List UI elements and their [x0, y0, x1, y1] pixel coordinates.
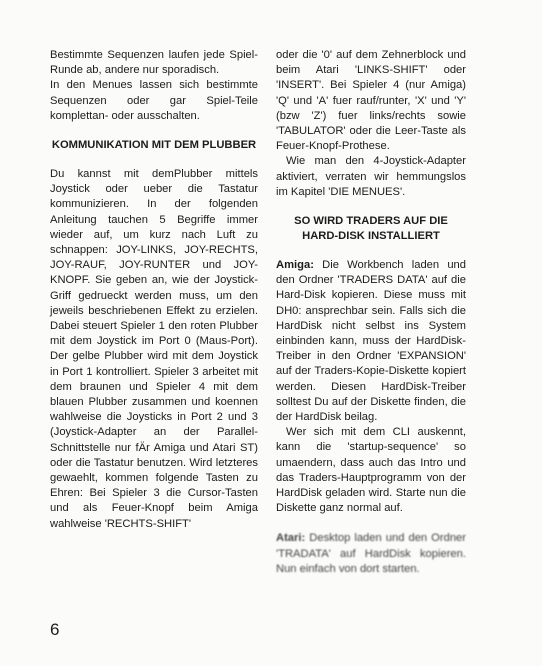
paragraph-cli: Wer sich mit dem CLI auskennt, kann die 'startup-sequence' so umaendern, dass auch das Intro und das Traders-Hauptprogramm von der HardDisk geladen wird. Starte nun die Diskette ganz normal auf.: [276, 426, 466, 515]
paragraph-gap: [276, 516, 466, 531]
heading-kommunikation: KOMMUNIKATION MIT DEM PLUBBER: [51, 139, 257, 152]
atari-text: Desktop laden und den Ordner 'TRADATA' auf HardDisk kopieren. Nun einfach von dort starten.: [276, 532, 466, 575]
heading-harddisk: SO WIRD TRADERS AUF DIE HARD-DISK INSTALLIERT: [294, 215, 448, 243]
amiga-text: Die Workbench laden und den Ordner 'TRADERS DATA' auf die Hard-Disk kopieren. Diese muss mit DH0: ansprechbar sein. Falls sich die HardDisk nicht selbst ins System einbinden kann, muss der HardDisk-Treiber in den Ordner 'EXPANSION' auf der Traders-Kopie-Diskette kopiert werden. Diesen HardDisk-Treiber solltest Du auf der Diskette finden, die der HardDisk beilag.: [276, 259, 466, 424]
amiga-label: Amiga:: [276, 259, 314, 272]
paragraph-amiga: [276, 258, 466, 425]
paragraph-sequences: Bestimmte Sequenzen laufen jede Spiel-Runde ab, andere nur sporadisch.: [50, 49, 258, 77]
left-column: [50, 48, 258, 532]
paragraph-menues: In den Menues lassen sich bestimmte Sequenzen oder gar Spiel-Teile komplettan- oder ausschalten.: [50, 79, 258, 122]
paragraph-joystick: Du kannst mit demPlubber mittels Joystick oder ueber die Tastatur kommunizieren. In der folgenden Anleitung tauchen 5 Begriffe immer wieder auf, um kurz nach Luft zu schnappen: JOY-LINKS, JOY-RECHTS, JOY-RAUF, JOY-RUNTER und JOY-KNOPF. Sie geben an, wie der Joystick-Griff gedrueckt werden muss, um den jeweils beschriebenen Effekt zu erzielen. Dabei steuert Spieler 1 den roten Plubber mit dem Joystick im Port 0 (Maus-Port). Der gelbe Plubber wird mit dem Joystick in Port 1 kontrolliert. Spieler 3 arbeitet mit dem braunen und Spieler 4 mit dem blauen Plubber zusammen und koennen wahlweise die Joysticks in Port 2 und 3 (Joystick-Adapter an der Parallel-Schnittstelle nur fÄr Amiga und Atari ST) oder die Tastatur benutzen. Wird letzteres gewaehlt, kommen folgende Tasten zu Ehren: Bei Spieler 3 die Cursor-Tasten und als Feuer-Knopf beim Amiga wahlweise 'RECHTS-SHIFT': [50, 168, 258, 530]
paragraph-adapter: Wie man den 4-Joystick-Adapter aktiviert, verraten wir hemmungslos im Kapitel 'DIE MENUES'.: [276, 155, 466, 198]
page-number: 6: [50, 620, 60, 639]
paragraph-keys: oder die '0' auf dem Zehnerblock und beim Atari 'LINKS-SHIFT' oder 'INSERT'. Bei Spieler 4 (nur Amiga) 'Q' und 'A' fuer rauf/runter, 'X' und 'Y' (bzw 'Z') fuer links/rechts sowie 'TABULATOR' oder die Leer-Taste als Feuer-Knopf-Prothese.: [276, 49, 466, 153]
paragraph-atari: [276, 531, 466, 577]
atari-label: Atari:: [276, 532, 306, 545]
right-column: [276, 48, 466, 577]
